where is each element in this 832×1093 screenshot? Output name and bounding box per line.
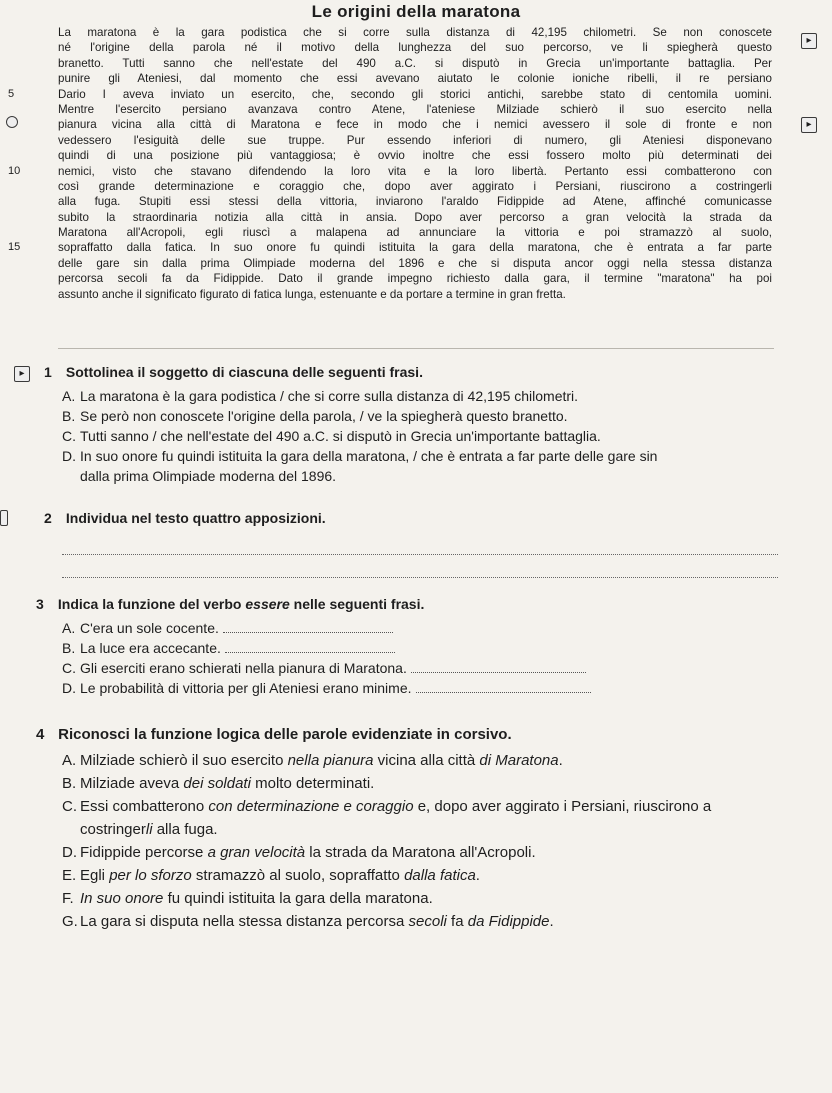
item-text-segment: Fidippide percorse [80, 844, 208, 861]
item-text-segment: vicina alla città [373, 752, 480, 769]
margin-marker-icon: ▸ [14, 366, 30, 382]
line-number: 5 [8, 87, 15, 100]
highlighted-word: per lo sforzo [109, 867, 192, 884]
exercise-item [36, 749, 796, 772]
item-letter: B. [62, 408, 76, 424]
answer-field[interactable] [416, 679, 591, 693]
item-text [62, 841, 796, 864]
passage-line-text: così grande determinazione e coraggio che, dopo aver aggirato i Persiani, riuscirono a costringerli [58, 179, 772, 193]
item-sentence: Gli eserciti erano schierati nella pianura di Maratona. [80, 660, 407, 676]
passage-line [58, 225, 772, 240]
item-sentence: La luce era accecante. [80, 640, 221, 656]
exercise-item [36, 772, 796, 795]
exercise-instruction: Riconosci la funzione logica delle parole evidenziate in corsivo. [58, 726, 512, 743]
highlighted-word: da Fidippide [467, 913, 550, 930]
item-text [62, 795, 796, 818]
item-text: La maratona è la gara podistica / che si corre sulla distanza di 42,195 chilometri. [80, 388, 579, 404]
exercise-2 [36, 510, 796, 578]
exercise-item[interactable] [36, 386, 796, 406]
passage-line-text: né l'origine della parola né il motivo della lunghezza del suo percorso, ve li spiegherà questo [58, 41, 772, 55]
item-text [62, 658, 796, 678]
item-letter: D. [62, 844, 77, 861]
item-letter: B. [62, 640, 76, 656]
passage-line-text: pianura vicina alla città di Maratona e fece in modo che i nemici avessero il sole di fronte e non [58, 118, 772, 132]
exercise-heading [36, 510, 796, 526]
item-text-segment: costringer [80, 821, 146, 838]
exercise-heading [36, 364, 796, 380]
passage-line-text: sopraffatto dalla fatica. In suo onore fu quindi istituita la gara della maratona, che è entrata a far parte [58, 241, 772, 255]
passage-line [58, 271, 772, 286]
passage-line-text: assunto anche il significato figurato di fatica lunga, estenuante e da portare a termine in gran fretta. [58, 287, 566, 301]
item-text [62, 618, 796, 638]
highlighted-word: con determinazione e coraggio [208, 798, 414, 815]
passage-line-text: quindi di una posizione più vantaggiosa; è ovvio inoltre che essi fossero molto più determinati dei [58, 149, 772, 163]
exercise-instruction: Indica la funzione del verbo essere nelle seguenti frasi. [57, 596, 425, 612]
exercise-item [36, 658, 796, 678]
passage-line-text: delle gare sin dalla prima Olimpiade moderna del 1896 e che si disputa ancor oggi nella stessa distanza [58, 256, 772, 270]
exercise-3 [36, 596, 796, 698]
passage-line-text: subito la straordinaria notizia alla città in ansia. Dopo aver percorso a gran velocità la strada da [58, 210, 772, 224]
passage-line-text: Dario I aveva inviato un esercito, che, secondo gli storici antichi, sarebbe stato di centomila uomini. [58, 87, 772, 101]
exercise-heading [36, 596, 796, 612]
passage-line-text: nemici, visto che stavano difendendo la loro vita e la loro libertà. Pertanto essi combatterono con [58, 164, 772, 178]
item-letter: D. [62, 448, 76, 464]
item-letter: A. [62, 620, 76, 636]
exercise-item [36, 910, 796, 933]
exercise-item [36, 818, 796, 841]
item-letter: A. [62, 388, 76, 404]
exercise-heading [36, 726, 796, 743]
passage-line [58, 117, 772, 132]
exercise-4 [36, 726, 796, 933]
exercise-number: 2 [44, 510, 52, 526]
exercise-number: 3 [36, 596, 44, 612]
item-text-segment: Milziade aveva [80, 775, 184, 792]
highlighted-word: li [145, 821, 153, 838]
exercise-item [36, 638, 796, 658]
item-text [62, 864, 796, 887]
item-text-segment: . [558, 752, 563, 769]
passage-line-text: Maratona all'Acropoli, egli riuscì a malapena ad annunciare la vittoria e poi stramazzò al suolo, [58, 226, 772, 240]
passage-line [58, 56, 772, 71]
item-text [62, 749, 796, 772]
passage-line-text: branetto. Tutti sanno che nell'estate del 490 a.C. si disputò in Grecia un'importante battaglia. Per [58, 56, 772, 70]
item-letter: F. [62, 890, 74, 907]
item-sentence: Le probabilità di vittoria per gli Ateniesi erano minime. [80, 680, 412, 696]
item-text-segment: Essi combatterono [80, 798, 209, 815]
margin-marker-icon [0, 510, 8, 526]
highlighted-word: nella pianura [287, 752, 374, 769]
page-title: Le origini della maratona [311, 2, 521, 21]
item-text [62, 772, 796, 795]
item-text-segment: . [475, 867, 480, 884]
exercise-item[interactable] [36, 406, 796, 426]
highlighted-word: di Maratona [479, 752, 559, 769]
passage-line-text: punire gli Ateniesi, dal momento che essi avevano aiutato le colonie ioniche ribelli, il re persiano [58, 72, 772, 86]
answer-line[interactable] [62, 555, 778, 578]
passage-line [58, 40, 772, 55]
exercise-item [36, 618, 796, 638]
passage-line [8, 240, 772, 255]
line-number: 10 [8, 164, 21, 177]
item-text-segment: molto determinati. [250, 775, 375, 792]
item-text-segment: fa [446, 913, 468, 930]
item-text [62, 910, 796, 933]
answer-line[interactable] [62, 532, 778, 555]
item-sentence: C'era un sole cocente. [80, 620, 219, 636]
answer-field[interactable] [223, 619, 393, 633]
highlighted-word: dalla fatica [404, 867, 476, 884]
exercise-item[interactable] [36, 446, 796, 466]
item-letter: C. [62, 660, 76, 676]
passage-line [58, 25, 772, 40]
passage-line-text: alla fuga. Stupiti essi stessi della vittoria, inviarono l'araldo Fidippide ad Atene, affinché comunicasse [58, 195, 772, 209]
exercise-item [36, 678, 796, 698]
item-text [62, 638, 796, 658]
passage-line [58, 256, 772, 271]
passage-line [58, 179, 772, 194]
passage-line [58, 71, 772, 86]
passage-line-text: Mentre l'esercito persiano avanzava contro Atene, l'ateniese Milziade schierò il suo esercito nella [58, 102, 772, 116]
exercise-instruction: Sottolinea il soggetto di ciascuna delle seguenti frasi. [65, 364, 423, 380]
item-text-segment: Egli [80, 867, 110, 884]
exercise-1 [36, 364, 796, 486]
item-letter: D. [62, 680, 76, 696]
exercise-item [36, 841, 796, 864]
item-letter: C. [62, 798, 77, 815]
passage-line [8, 164, 772, 179]
item-text: In suo onore fu quindi istituita la gara della maratona, / che è entrata a far parte delle gare sin [80, 448, 658, 464]
exercise-item[interactable] [36, 466, 796, 486]
exercise-number: 4 [36, 726, 45, 743]
item-text-segment: . [549, 913, 554, 930]
exercise-item [36, 887, 796, 910]
passage-line [8, 87, 772, 102]
margin-dot-icon [6, 116, 18, 128]
line-number: 15 [8, 241, 21, 254]
reading-passage [8, 25, 772, 302]
passage-line [58, 148, 772, 163]
exercise-item [36, 864, 796, 887]
passage-divider [58, 348, 774, 349]
item-text: Tutti sanno / che nell'estate del 490 a.C. si disputò in Grecia un'importante battaglia. [80, 428, 601, 444]
margin-marker-icon: ▸ [801, 117, 817, 133]
passage-line [58, 102, 772, 117]
exercise-item[interactable] [36, 426, 796, 446]
exercise-number: 1 [44, 364, 52, 380]
item-text [62, 887, 796, 910]
margin-marker-icon: ▸ [801, 33, 817, 49]
passage-line [58, 210, 772, 225]
exercise-instruction: Individua nel testo quattro apposizioni. [65, 510, 326, 526]
highlighted-word: secoli [408, 913, 447, 930]
answer-field[interactable] [225, 639, 395, 653]
highlighted-word: In suo onore [80, 890, 164, 907]
exercise-item [36, 795, 796, 818]
item-text-segment: e, dopo aver aggirato i Persiani, riuscirono a [413, 798, 712, 815]
highlighted-word: dei soldati [183, 775, 251, 792]
item-text-segment: stramazzò al suolo, sopraffatto [191, 867, 405, 884]
item-text [62, 678, 796, 698]
item-text-segment: Milziade schierò il suo esercito [80, 752, 288, 769]
item-text: Se però non conoscete l'origine della parola, / ve la spiegherà questo branetto. [80, 408, 568, 424]
item-text-segment: alla fuga. [152, 821, 218, 838]
passage-line [58, 133, 772, 148]
item-text-segment: La gara si disputa nella stessa distanza percorsa [80, 913, 409, 930]
item-text: dalla prima Olimpiade moderna del 1896. [80, 468, 337, 484]
item-text [62, 818, 796, 841]
answer-field[interactable] [411, 659, 586, 673]
item-letter: B. [62, 775, 77, 792]
highlighted-word: a gran velocità [207, 844, 306, 861]
item-letter: C. [62, 428, 76, 444]
item-letter: A. [62, 752, 77, 769]
item-letter: G. [62, 913, 78, 930]
passage-line-text: La maratona è la gara podistica che si corre sulla distanza di 42,195 chilometri. Se non conoscete [58, 26, 772, 39]
item-letter: E. [62, 867, 77, 884]
passage-line-text: percorsa secoli fa da Fidippide. Dato il grande impegno richiesto dalla gara, il termine "maratona" ha poi [58, 272, 772, 286]
passage-line [58, 287, 772, 302]
passage-line-text: vedessero l'esiguità delle sue truppe. Pur essendo inferiori di numero, gli Ateniesi disponevano [58, 133, 772, 147]
item-text-segment: la strada da Maratona all'Acropoli. [305, 844, 536, 861]
item-text-segment: fu quindi istituita la gara della maratona. [163, 890, 433, 907]
passage-line [58, 194, 772, 209]
